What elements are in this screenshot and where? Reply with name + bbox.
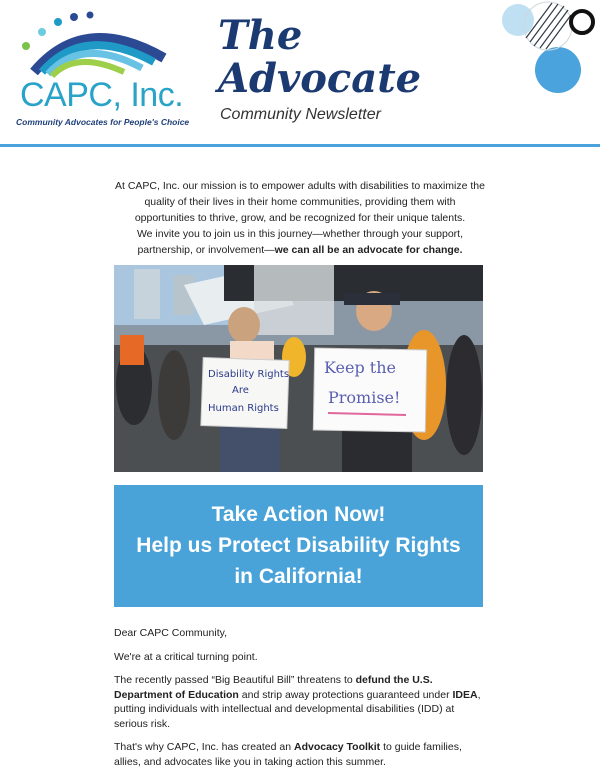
letter-emphasis: IDEA xyxy=(452,688,478,701)
cta-line3: in California! xyxy=(234,565,363,588)
take-action-banner[interactable] xyxy=(114,485,483,607)
letter-text: , putting individuals with intellectual and developmental disabilities (IDD) at serious risk. xyxy=(114,688,481,730)
mission-statement xyxy=(112,178,488,258)
rally-photo xyxy=(114,265,483,472)
letter-text: That's why CAPC, Inc. has created an xyxy=(114,741,295,753)
letter-text: to guide families, allies, and advocates like you in taking action this summer. xyxy=(114,741,462,768)
letter-paragraph xyxy=(114,673,486,731)
mission-line: partnership, or involvement— xyxy=(137,244,275,256)
cta-line2: Help us Protect Disability Rights xyxy=(136,534,461,557)
sign-left-line3: Human Rights xyxy=(208,403,279,414)
logo-arcs-icon xyxy=(14,10,194,80)
capc-logo[interactable] xyxy=(14,10,194,130)
letter-emphasis: defund the U.S. Department of Education xyxy=(114,674,433,701)
letter-paragraph: We're at a critical turning point. xyxy=(114,650,258,663)
logo-tagline: Community Advocates for People's Choice xyxy=(16,117,190,127)
letter-text: The recently passed “Big Beautiful Bill” threatens to xyxy=(114,674,356,686)
mission-line: opportunities to thrive, grow, and be recognized for their unique talents. xyxy=(134,212,466,224)
sign-right-line2: Promise! xyxy=(328,388,401,407)
newsletter-subtitle: Community Newsletter xyxy=(220,106,381,123)
cta-line1: Take Action Now! xyxy=(211,503,386,526)
sign-left-line1: Disability Rights xyxy=(208,369,290,380)
sign-right-line1: Keep the xyxy=(324,358,396,377)
decorative-circles-icon xyxy=(496,0,600,100)
letter-text: and strip away protections guaranteed under xyxy=(238,688,453,701)
letter-body xyxy=(114,626,486,778)
mission-line: At CAPC, Inc. our mission is to empower adults with disabilities to maximize the xyxy=(115,180,485,192)
letter-greeting: Dear CAPC Community, xyxy=(114,627,227,639)
mission-line: We invite you to join us in this journey—whether through your support, xyxy=(136,228,464,240)
newsletter-title-line2: Advocate xyxy=(218,55,422,102)
header-divider xyxy=(0,144,600,147)
letter-paragraph xyxy=(114,740,486,769)
newsletter-header xyxy=(0,0,600,148)
newsletter-title-line1: The xyxy=(218,12,303,59)
mission-line: quality of their lives in their home communities, providing them with xyxy=(144,196,456,208)
letter-emphasis: Advocacy Toolkit xyxy=(294,741,381,753)
mission-highlight: we can all be an advocate for change. xyxy=(274,244,463,256)
logo-name: CAPC, Inc. xyxy=(20,76,184,114)
sign-left-line2: Are xyxy=(232,385,249,396)
rally-photo-illustration xyxy=(114,265,483,472)
